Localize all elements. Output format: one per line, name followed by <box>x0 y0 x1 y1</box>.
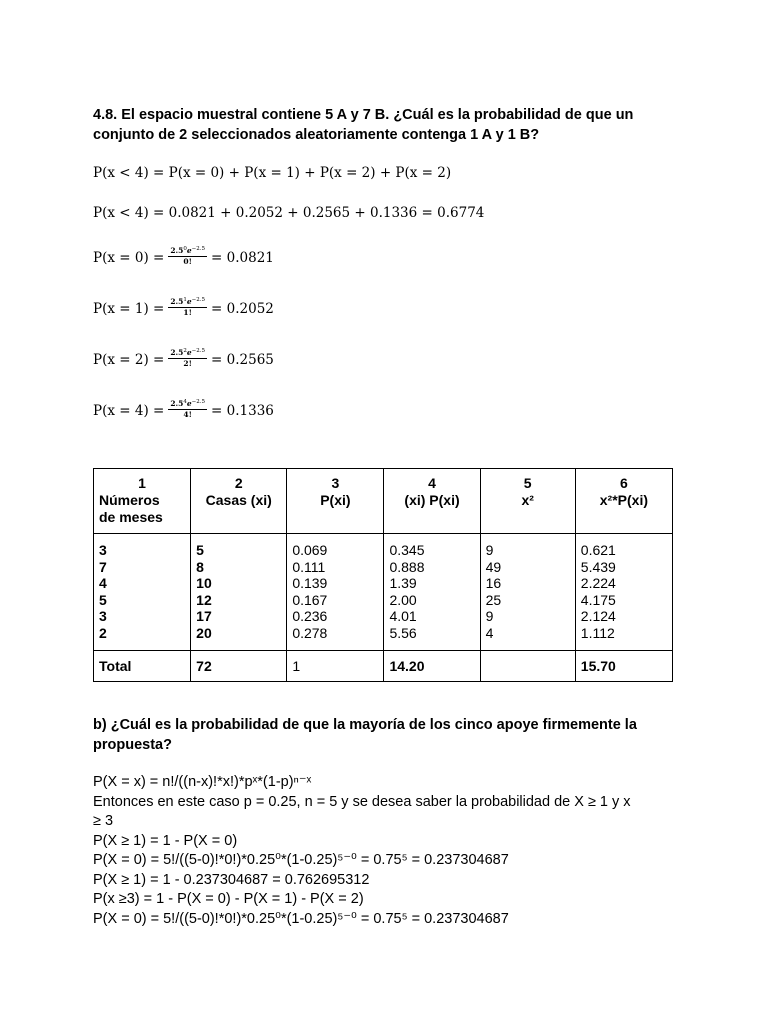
table-cell: 0.139 <box>292 575 328 592</box>
header-number: 3 <box>331 475 340 491</box>
table-cell: 5 <box>196 542 204 558</box>
question-heading: 4.8. El espacio muestral contiene 5 A y 7 B. ¿Cuál es la probabilidad de que un conjunto de 2 seleccionados aleatoriamente contenga 1 A y 1 B? <box>93 107 634 143</box>
table-cell: 7 <box>99 558 107 575</box>
table-cell: 1.112 <box>580 624 615 641</box>
solution-line: P(X ≥ 1) = 1 - 0.237304687 = 0.762695312 <box>93 871 370 888</box>
poisson-row <box>93 298 274 320</box>
header-col-4 <box>384 469 480 534</box>
frac-exp: 1 <box>183 297 187 303</box>
frac-base: 2.5 <box>170 246 184 255</box>
header-number: 2 <box>234 475 243 491</box>
header-col-6 <box>575 469 672 534</box>
header-number: 6 <box>619 475 628 491</box>
frac-den: 4! <box>183 410 192 419</box>
frac-eexp: −2.5 <box>191 297 206 303</box>
total-x2-pxi: 15.70 <box>575 650 672 681</box>
header-col-5 <box>480 469 575 534</box>
column-pxi <box>287 534 384 651</box>
table-cell: 0.167 <box>292 591 328 608</box>
poisson-fraction <box>168 398 207 420</box>
column-xi-pxi <box>384 534 480 651</box>
poisson-row <box>93 247 274 269</box>
header-number: 1 <box>138 475 146 491</box>
table-cell: 1.39 <box>389 575 417 592</box>
frac-eexp: −2.5 <box>191 246 206 252</box>
frac-eexp: −2.5 <box>191 348 206 354</box>
total-x-squared <box>480 650 575 681</box>
total-label: Total <box>94 650 191 681</box>
header-label: Números <box>99 492 160 508</box>
table-cell: 0.345 <box>389 542 425 558</box>
table-cell: 0.278 <box>292 624 328 641</box>
table-cell: 4 <box>485 624 494 641</box>
table-cell: 4.01 <box>389 608 417 625</box>
frac-exp: 4 <box>183 399 187 405</box>
question-b-heading: b) ¿Cuál es la probabilidad de que la mayoría de los cinco apoye firmemente la propuesta? <box>93 717 637 753</box>
header-col-2 <box>191 469 287 534</box>
table-cell: 9 <box>485 542 494 558</box>
poisson-lhs: P(x = 1) = <box>93 301 165 317</box>
total-pxi: 1 <box>287 650 384 681</box>
frac-e: e <box>186 348 192 357</box>
table-cell: 0.888 <box>389 558 425 575</box>
frac-e: e <box>186 297 192 306</box>
solution-line: P(X = x) = n!/((n-x)!*x!)*pˣ*(1-p)ⁿ⁻ˣ <box>93 774 312 790</box>
poisson-fraction <box>168 347 207 369</box>
table-cell: 0.236 <box>292 608 328 625</box>
table-cell: 9 <box>485 608 494 625</box>
poisson-row <box>93 349 274 371</box>
frac-exp: 0 <box>183 246 187 252</box>
table-cell: 5 <box>99 591 107 608</box>
solution-line: Entonces en este caso p = 0.25, n = 5 y se desea saber la probabilidad de X ≥ 1 y x <box>93 793 631 810</box>
header-label: x²*P(xi) <box>599 492 648 508</box>
total-casas: 72 <box>191 650 287 681</box>
solution-b <box>93 773 683 929</box>
table-cell: 2.224 <box>580 575 616 592</box>
frac-den: 1! <box>183 308 192 317</box>
poisson-fraction <box>168 296 207 318</box>
table-cell: 49 <box>485 558 502 575</box>
table-cell: 16 <box>485 575 502 592</box>
solution-line: P(X = 0) = 5!/((5-0)!*0!)*0.25⁰*(1-0.25)⁵⁻⁰ = 0.75⁵ = 0.237304687 <box>93 852 509 868</box>
table-cell: 10 <box>196 575 212 592</box>
table-cell: 17 <box>196 608 212 625</box>
table-cell: 5.56 <box>389 624 417 641</box>
table-cell: 0.069 <box>292 542 328 558</box>
table-cell: 5.439 <box>580 558 616 575</box>
poisson-rhs: = 0.0821 <box>211 250 274 266</box>
equation-result: P(x < 4) = 0.0821 + 0.2052 + 0.2565 + 0.1336 = 0.6774 <box>93 205 485 221</box>
frac-den: 0! <box>183 257 192 266</box>
table-cell: 4.175 <box>580 591 616 608</box>
frac-e: e <box>186 246 192 255</box>
solution-line: P(X ≥ 1) = 1 - P(X = 0) <box>93 832 238 849</box>
table-cell: 4 <box>99 575 107 592</box>
frequency-table <box>93 468 673 682</box>
table-cell: 12 <box>196 591 212 608</box>
table-cell: 20 <box>196 624 212 641</box>
table-cell: 3 <box>99 608 107 625</box>
solution-line: P(X = 0) = 5!/((5-0)!*0!)*0.25⁰*(1-0.25)⁵⁻⁰ = 0.75⁵ = 0.237304687 <box>93 910 509 927</box>
table-cell: 2.00 <box>389 591 417 608</box>
poisson-lhs: P(x = 2) = <box>93 352 165 368</box>
frac-base: 2.5 <box>170 297 184 306</box>
table-total-row <box>94 650 673 681</box>
column-x-squared <box>480 534 575 651</box>
header-label: x² <box>521 492 534 508</box>
table-cell: 25 <box>485 591 502 608</box>
solution-line: P(x ≥3) = 1 - P(X = 0) - P(X = 1) - P(X = 2) <box>93 891 364 907</box>
header-number: 5 <box>523 475 532 491</box>
column-meses <box>94 534 191 651</box>
total-xi-pxi: 14.20 <box>384 650 480 681</box>
poisson-fraction <box>168 245 207 267</box>
frac-den: 2! <box>183 359 192 368</box>
header-label: P(xi) <box>320 492 351 508</box>
frac-base: 2.5 <box>170 348 184 357</box>
column-casas <box>191 534 287 651</box>
poisson-rhs: = 0.1336 <box>211 403 274 419</box>
table-cell: 2 <box>99 624 107 641</box>
header-label: (xi) P(xi) <box>404 492 460 508</box>
poisson-lhs: P(x = 4) = <box>93 403 165 419</box>
header-label: de meses <box>99 509 163 525</box>
table-cell: 0.621 <box>580 542 616 558</box>
table-header-row <box>94 469 673 534</box>
table-data-row <box>94 534 673 651</box>
header-label: Casas (xi) <box>205 492 272 508</box>
header-col-3 <box>287 469 384 534</box>
table-cell: 2.124 <box>580 608 616 625</box>
poisson-row <box>93 400 274 422</box>
solution-line: ≥ 3 <box>93 813 114 829</box>
frac-e: e <box>186 399 192 408</box>
header-col-1 <box>94 469 191 534</box>
frac-base: 2.5 <box>170 399 184 408</box>
header-number: 4 <box>428 475 436 491</box>
frac-eexp: −2.5 <box>191 399 206 405</box>
poisson-rhs: = 0.2052 <box>211 301 274 317</box>
poisson-rhs: = 0.2565 <box>211 352 274 368</box>
poisson-lhs: P(x = 0) = <box>93 250 165 266</box>
frac-exp: 2 <box>183 348 187 354</box>
equation-sum: P(x < 4) = P(x = 0) + P(x = 1) + P(x = 2) + P(x = 2) <box>93 165 452 181</box>
table-cell: 3 <box>99 542 107 558</box>
column-x2-pxi <box>575 534 672 651</box>
table-cell: 0.111 <box>292 558 326 575</box>
table-cell: 8 <box>196 558 204 575</box>
